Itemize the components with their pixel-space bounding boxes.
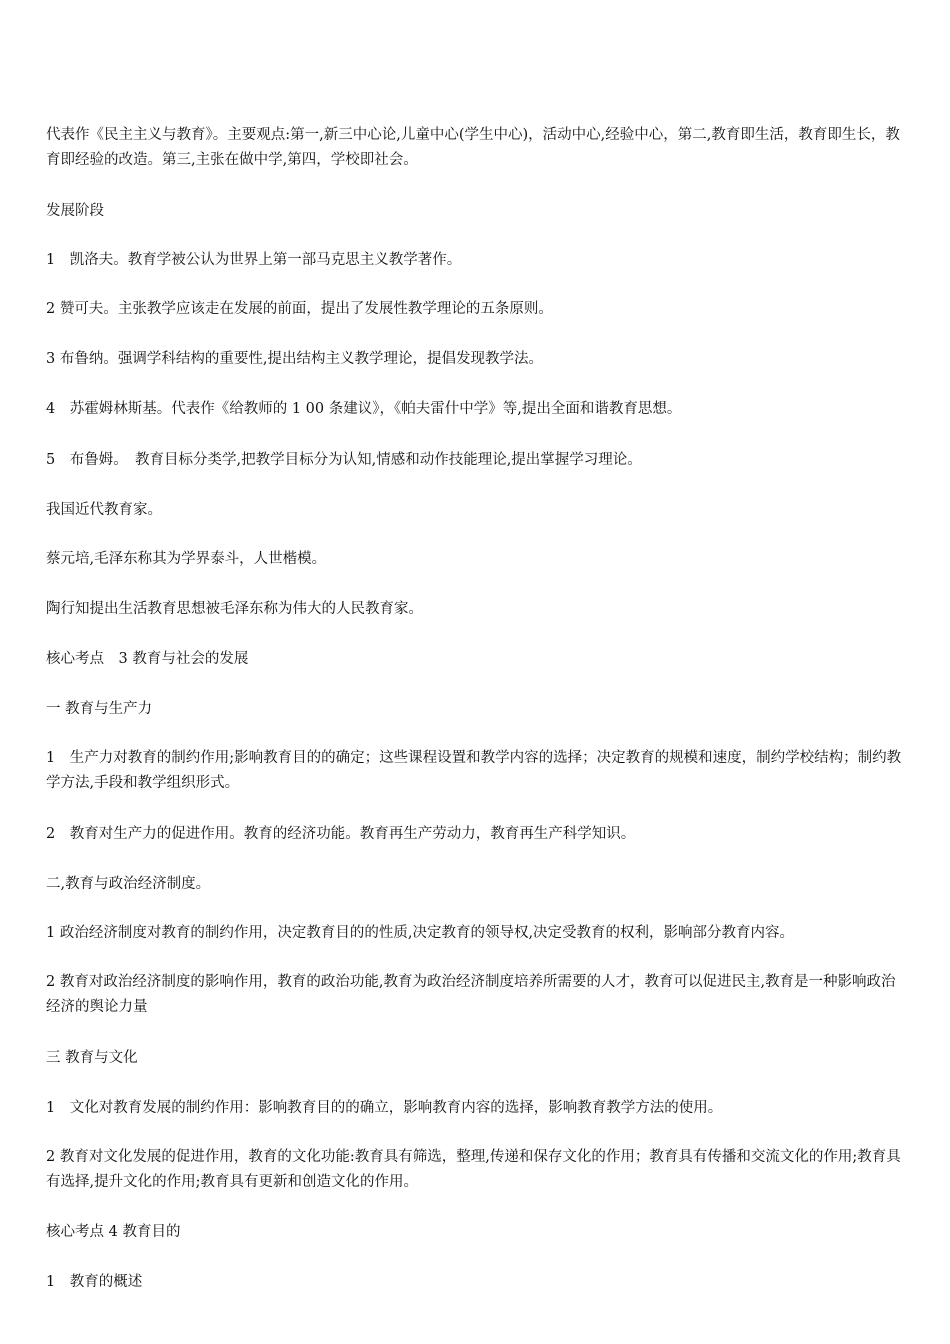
paragraph-dewey-views: 代表作《民主主义与教育》。主要观点:第一,新三中心论,儿童中心(学生中心)，活动中心,经验中心，第二,教育即生活，教育即生长，教育即经验的改造。第三,主张在做中学,第四，学校即社会。 xyxy=(46,127,900,168)
paragraph-politics-constraint: 1 政治经济制度对教育的制约作用，决定教育目的的性质,决定教育的领导权,决定受教育的权利，影响部分教育内容。 xyxy=(46,925,795,941)
paragraph-productivity-promotion: 2 教育对生产力的促进作用。教育的经济功能。教育再生产劳动力，教育再生产科学知识。 xyxy=(46,826,636,842)
paragraph-politics-influence: 2 教育对政治经济制度的影响作用，教育的政治功能,教育为政治经济制度培养所需要的人才，教育可以促进民主,教育是一种影响政治经济的舆论力量 xyxy=(46,974,896,1015)
paragraph-culture-promotion: 2 教育对文化发展的促进作用，教育的文化功能:教育具有筛选，整理,传递和保存文化的作用；教育具有传播和交流文化的作用;教育具有选择,提升文化的作用;教育具有更新和创造文化的作用。 xyxy=(46,1149,901,1190)
heading-education-culture: 三 教育与文化 xyxy=(46,1050,138,1066)
paragraph-cai-yuanpei: 蔡元培,毛泽东称其为学界泰斗，人世楷模。 xyxy=(46,551,327,567)
heading-education-politics: 二,教育与政治经济制度。 xyxy=(46,876,211,892)
paragraph-productivity-constraint: 1 生产力对教育的制约作用;影响教育目的的确定；这些课程设置和教学内容的选择；决定教育的规模和速度，制约学校结构；制约教学方法,手段和教学组织形式。 xyxy=(46,750,902,791)
heading-modern-chinese-educators: 我国近代教育家。 xyxy=(46,502,162,518)
paragraph-sukhomlinsky: 4 苏霍姆林斯基。代表作《给教师的 1 00 条建议》，《帕夫雷什中学》等,提出全面和谐教育思想。 xyxy=(46,401,682,417)
paragraph-bloom: 5 布鲁姆。 教育目标分类学,把教学目标分为认知,情感和动作技能理论,提出掌握学习理论。 xyxy=(46,452,642,468)
heading-core-point-4: 核心考点 4 教育目的 xyxy=(46,1224,181,1240)
paragraph-zankov: 2 赞可夫。主张教学应该走在发展的前面，提出了发展性教学理论的五条原则。 xyxy=(46,301,553,317)
heading-education-overview: 1 教育的概述 xyxy=(46,1274,143,1290)
paragraph-culture-constraint: 1 文化对教育发展的制约作用：影响教育目的的确立，影响教育内容的选择，影响教育教学方法的使用。 xyxy=(46,1100,723,1116)
heading-education-productivity: 一 教育与生产力 xyxy=(46,701,153,717)
heading-development-stages: 发展阶段 xyxy=(46,203,104,219)
heading-core-point-3: 核心考点 3 教育与社会的发展 xyxy=(46,651,249,667)
paragraph-kairov: 1 凯洛夫。教育学被公认为世界上第一部马克思主义教学著作。 xyxy=(46,252,462,268)
paragraph-bruner: 3 布鲁纳。强调学科结构的重要性,提出结构主义教学理论，提倡发现教学法。 xyxy=(46,351,543,367)
paragraph-tao-xingzhi: 陶行知提出生活教育思想被毛泽东称为伟大的人民教育家。 xyxy=(46,601,423,617)
